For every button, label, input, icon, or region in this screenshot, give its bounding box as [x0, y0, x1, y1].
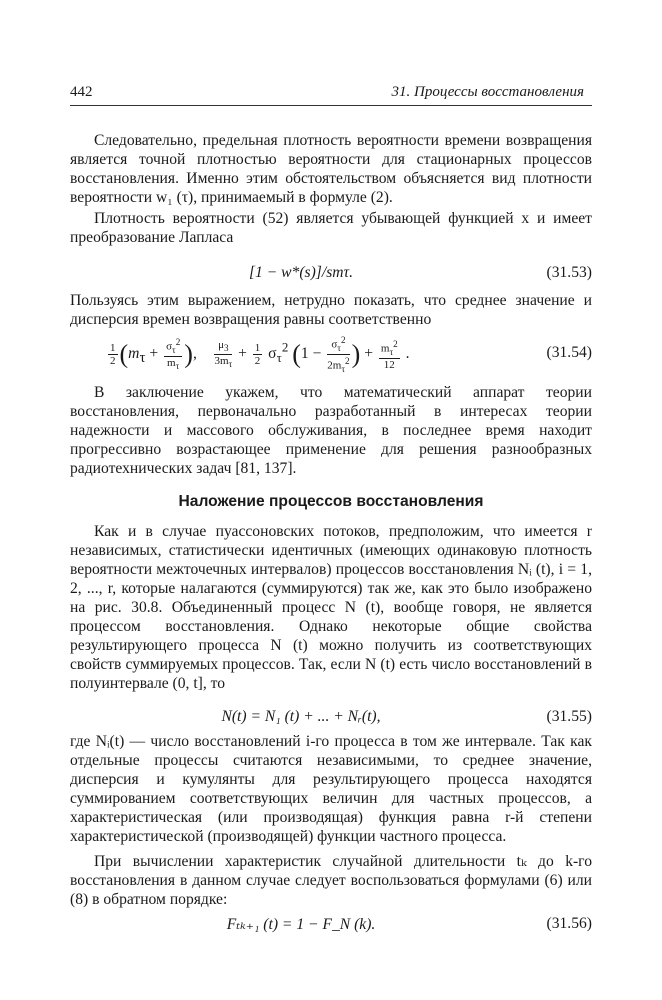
running-title: 31. Процессы восстановления — [391, 84, 584, 100]
page-header — [70, 80, 592, 104]
equation-expression: Fₜₖ₊₁ (t) = 1 − F_N (k). — [226, 916, 376, 933]
equation-number: (31.56) — [546, 915, 592, 932]
paragraph-block-3 — [70, 383, 592, 478]
paragraph-block-1 — [70, 131, 592, 247]
equation-31-54 — [70, 334, 592, 374]
header-rule — [70, 105, 592, 106]
paragraph: где Nᵢ(t) — число восстановлений i-го процесса в том же интервале. Так как отдельные процессы считаются независимыми, то среднее значение, дисперсия и кумулянты для результирующего процесса находятся суммированием соответствующих величин для частных процессов, а характеристическая (или производящая) функция равна r-й степени характеристической (производящей) функции частного процесса. — [70, 733, 592, 845]
paragraph: Плотность вероятности (52) является убывающей функцией x и имеет преобразование Лапласа — [70, 210, 592, 246]
section-heading: Наложение процессов восстановления — [178, 493, 484, 510]
paragraph-block-5 — [70, 732, 592, 909]
equation-number: (31.53) — [546, 264, 592, 281]
paragraph: В заключение укажем, что математический аппарат теории восстановления, первоначально разработанный в интересах теории надежности и массового обслуживания, в последнее время находит прогрессивно возрастающее применение для решения разнообразных радиотехнических задач [81, 137]. — [70, 384, 592, 477]
paragraph-block-2 — [70, 291, 592, 329]
equation-number: (31.54) — [546, 344, 592, 361]
paragraph: Следовательно, предельная плотность вероятности времени возвращения является точной плотностью вероятности для стационарных процессов восстановления. Именно этим обстоятельством объясняется вид плотности вероятности w₁ (τ), принимаемый в формуле (2). — [70, 132, 592, 206]
page-number: 442 — [70, 84, 93, 100]
paragraph: Пользуясь этим выражением, нетрудно показать, что среднее значение и дисперсия времен возвращения равны соответственно — [70, 292, 592, 328]
equation-expression: [1 − w*(s)]/smτ. — [248, 264, 354, 281]
paragraph: Как и в случае пуассоновских потоков, предположим, что имеется r независимых, статистически идентичных (имеющих одинаковую плотность вероятности межточечных интервалов) процессов восстановления Nᵢ (t), i = 1, 2, ..., r, которые налагаются (суммируются) так же, как это было изображено на рис. 30.8. Объединенный процесс N (t), вообще говоря, не является процессом восстановления. Однако некоторые общие свойства результирующего процесса N (t) можно получить из соответствующих свойств суммируемых процессов. Так, если N (t) есть число восстановлений в полуинтервале (0, t], то — [70, 523, 592, 692]
paragraph: При вычислении характеристик случайной длительности tₖ до k-го восстановления в данном случае следует воспользоваться формулами (6) или (8) в обратном порядке: — [70, 853, 592, 908]
equation-number: (31.55) — [546, 708, 592, 725]
paragraph-block-4 — [70, 522, 592, 693]
equation-expression: $\frac{1}{2}$ ($m_\tau$ + $\frac{\sigma_\tau^2}{m_\tau}$ ), $\frac{\mu_3}{3m_\tau}$ + $\frac{1}{2}$ $\sigma_\tau^2$ (1 − $\frac{\sigma_\tau^2}{2m_\tau^2}$ ) + $\frac{m_\tau^2}{12}$ . — [110, 335, 410, 374]
equation-expression: N(t) = N₁ (t) + ... + Nᵣ(t), — [221, 708, 381, 725]
